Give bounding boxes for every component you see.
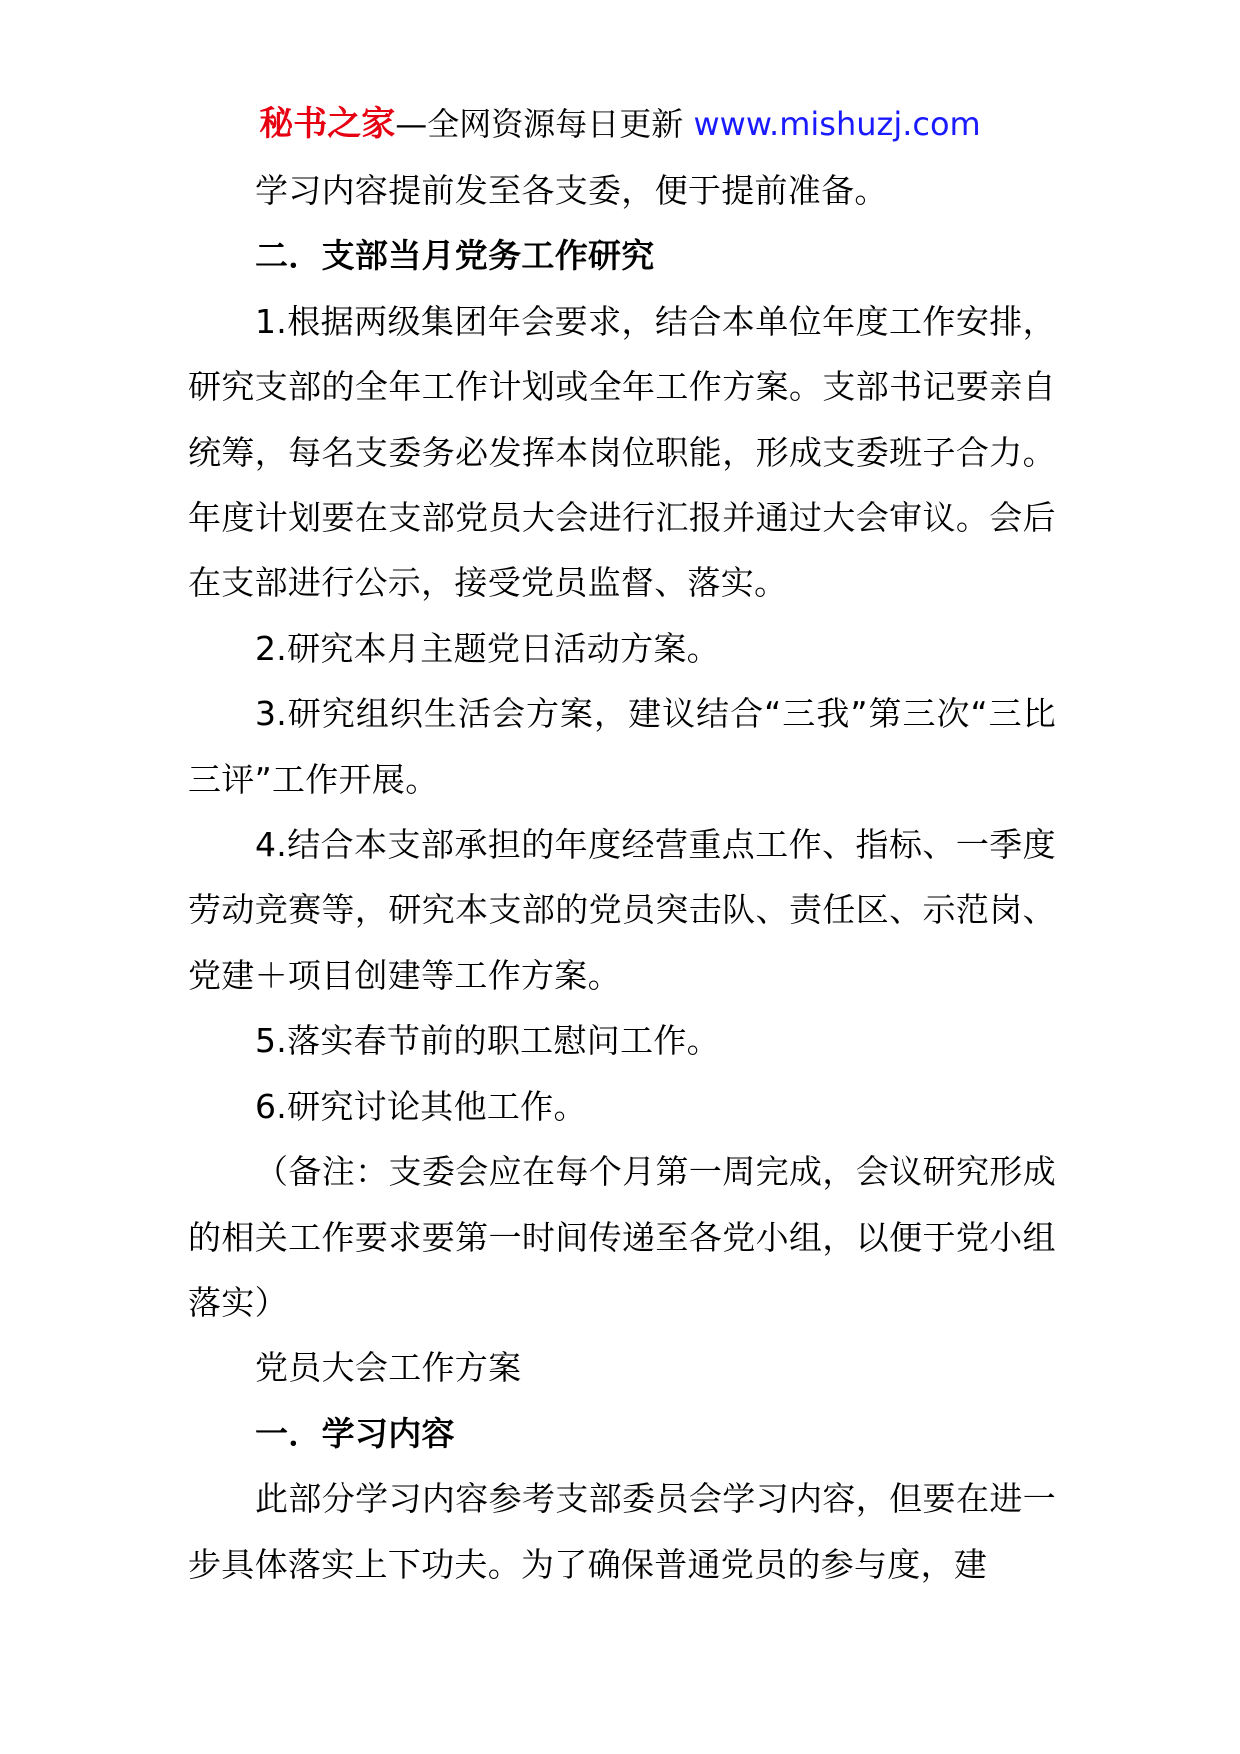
- paragraph: 4.结合本支部承担的年度经营重点工作、指标、一季度劳动竞赛等，研究本支部的党员突击队、责任区、示范岗、党建＋项目创建等工作方案。: [188, 825, 1056, 995]
- paragraph: 1.根据两级集团年会要求，结合本单位年度工作安排，研究支部的全年工作计划或全年工作方案。支部书记要亲自统筹，每名支委务必发挥本岗位职能，形成支委班子合力。年度计划要在支部党员大会进行汇报并通过大会审议。会后在支部进行公示，接受党员监督、落实。: [188, 301, 1056, 603]
- document-body: [188, 158, 1056, 1597]
- paragraph: 此部分学习内容参考支部委员会学习内容，但要在进一步具体落实上下功夫。为了确保普通党员的参与度，建: [188, 1479, 1056, 1584]
- site-url[interactable]: www.mishuzj.com: [693, 105, 981, 143]
- paragraph: 6.研究讨论其他工作。: [255, 1086, 587, 1126]
- paragraph: 2.研究本月主题党日活动方案。: [255, 628, 720, 668]
- section-heading: 一．学习内容: [255, 1413, 455, 1453]
- paragraph: 5.落实春节前的职工慰问工作。: [255, 1021, 720, 1061]
- paragraph: 学习内容提前发至各支委，便于提前准备。: [255, 171, 888, 210]
- page-header: [0, 100, 1240, 148]
- header-tagline: —全网资源每日更新: [395, 105, 684, 143]
- note-paragraph: （备注：支委会应在每个月第一周完成，会议研究形成的相关工作要求要第一时间传递至各党小组，以便于党小组落实）: [188, 1152, 1056, 1322]
- section-heading: 二．支部当月党务工作研究: [255, 236, 655, 276]
- paragraph: 3.研究组织生活会方案，建议结合“三我”第三次“三比三评”工作开展。: [188, 694, 1056, 799]
- subtitle: 党员大会工作方案: [255, 1348, 522, 1388]
- brand-name: 秘书之家: [259, 104, 396, 144]
